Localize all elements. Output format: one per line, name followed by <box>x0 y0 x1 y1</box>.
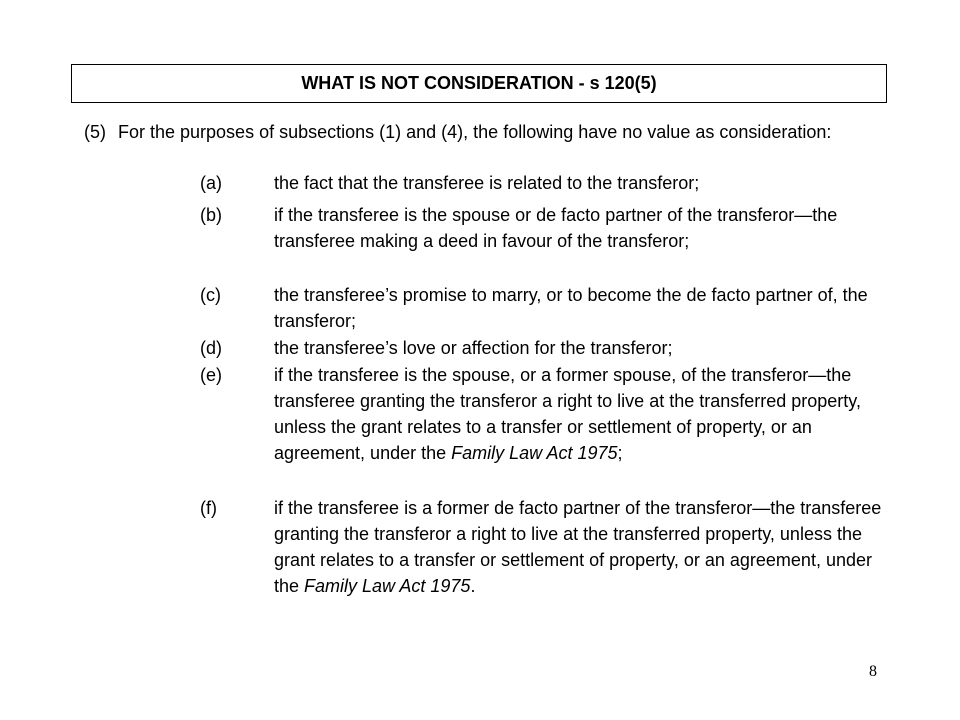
page-number: 8 <box>869 663 877 680</box>
paragraph-text-before: if the transferee is a former de facto partner of the transferor—the transferee granting the transferor a right to live at the transferred property, unless the grant relates to a transfer or settlement of property, or an agreement, under the <box>274 498 882 596</box>
paragraph-a <box>200 170 886 196</box>
paragraph-f <box>200 495 886 599</box>
title-box <box>71 64 887 103</box>
paragraph-text <box>274 362 886 466</box>
paragraph-label: (e) <box>200 365 222 385</box>
act-name: Family Law Act 1975 <box>451 443 618 463</box>
paragraph-label: (b) <box>200 205 222 225</box>
paragraph-text: the fact that the transferee is related to the transferor; <box>274 173 700 193</box>
paragraph-text-after: ; <box>617 443 623 463</box>
paragraph-label: (f) <box>200 498 217 518</box>
paragraph-text: if the transferee is the spouse or de facto partner of the transferor—the transferee making a deed in favour of the transferor; <box>274 205 838 251</box>
act-name: Family Law Act 1975 <box>304 576 471 596</box>
subsection-text: For the purposes of subsections (1) and (4), the following have no value as consideration: <box>118 122 832 142</box>
paragraph-label: (c) <box>200 285 221 305</box>
paragraph-text: the transferee’s love or affection for the transferor; <box>274 338 673 358</box>
paragraph-e <box>200 362 886 466</box>
paragraph-text-after: . <box>470 576 476 596</box>
paragraph-text: the transferee’s promise to marry, or to become the de facto partner of, the transferor; <box>274 285 868 331</box>
page-title: WHAT IS NOT CONSIDERATION - s 120(5) <box>301 73 657 93</box>
paragraph-label: (a) <box>200 173 222 193</box>
paragraph-b <box>200 202 886 254</box>
subsection-number: (5) <box>84 122 106 142</box>
paragraph-d <box>200 335 886 361</box>
paragraph-label: (d) <box>200 338 222 358</box>
subsection-intro <box>84 121 874 143</box>
paragraph-c <box>200 282 886 334</box>
paragraph-text <box>274 495 886 599</box>
paragraph-text-before: if the transferee is the spouse, or a former spouse, of the transferor—the transferee granting the transferor a right to live at the transferred property, unless the grant relates to a transfer or settlement of property, or an agreement, under the <box>274 365 861 463</box>
